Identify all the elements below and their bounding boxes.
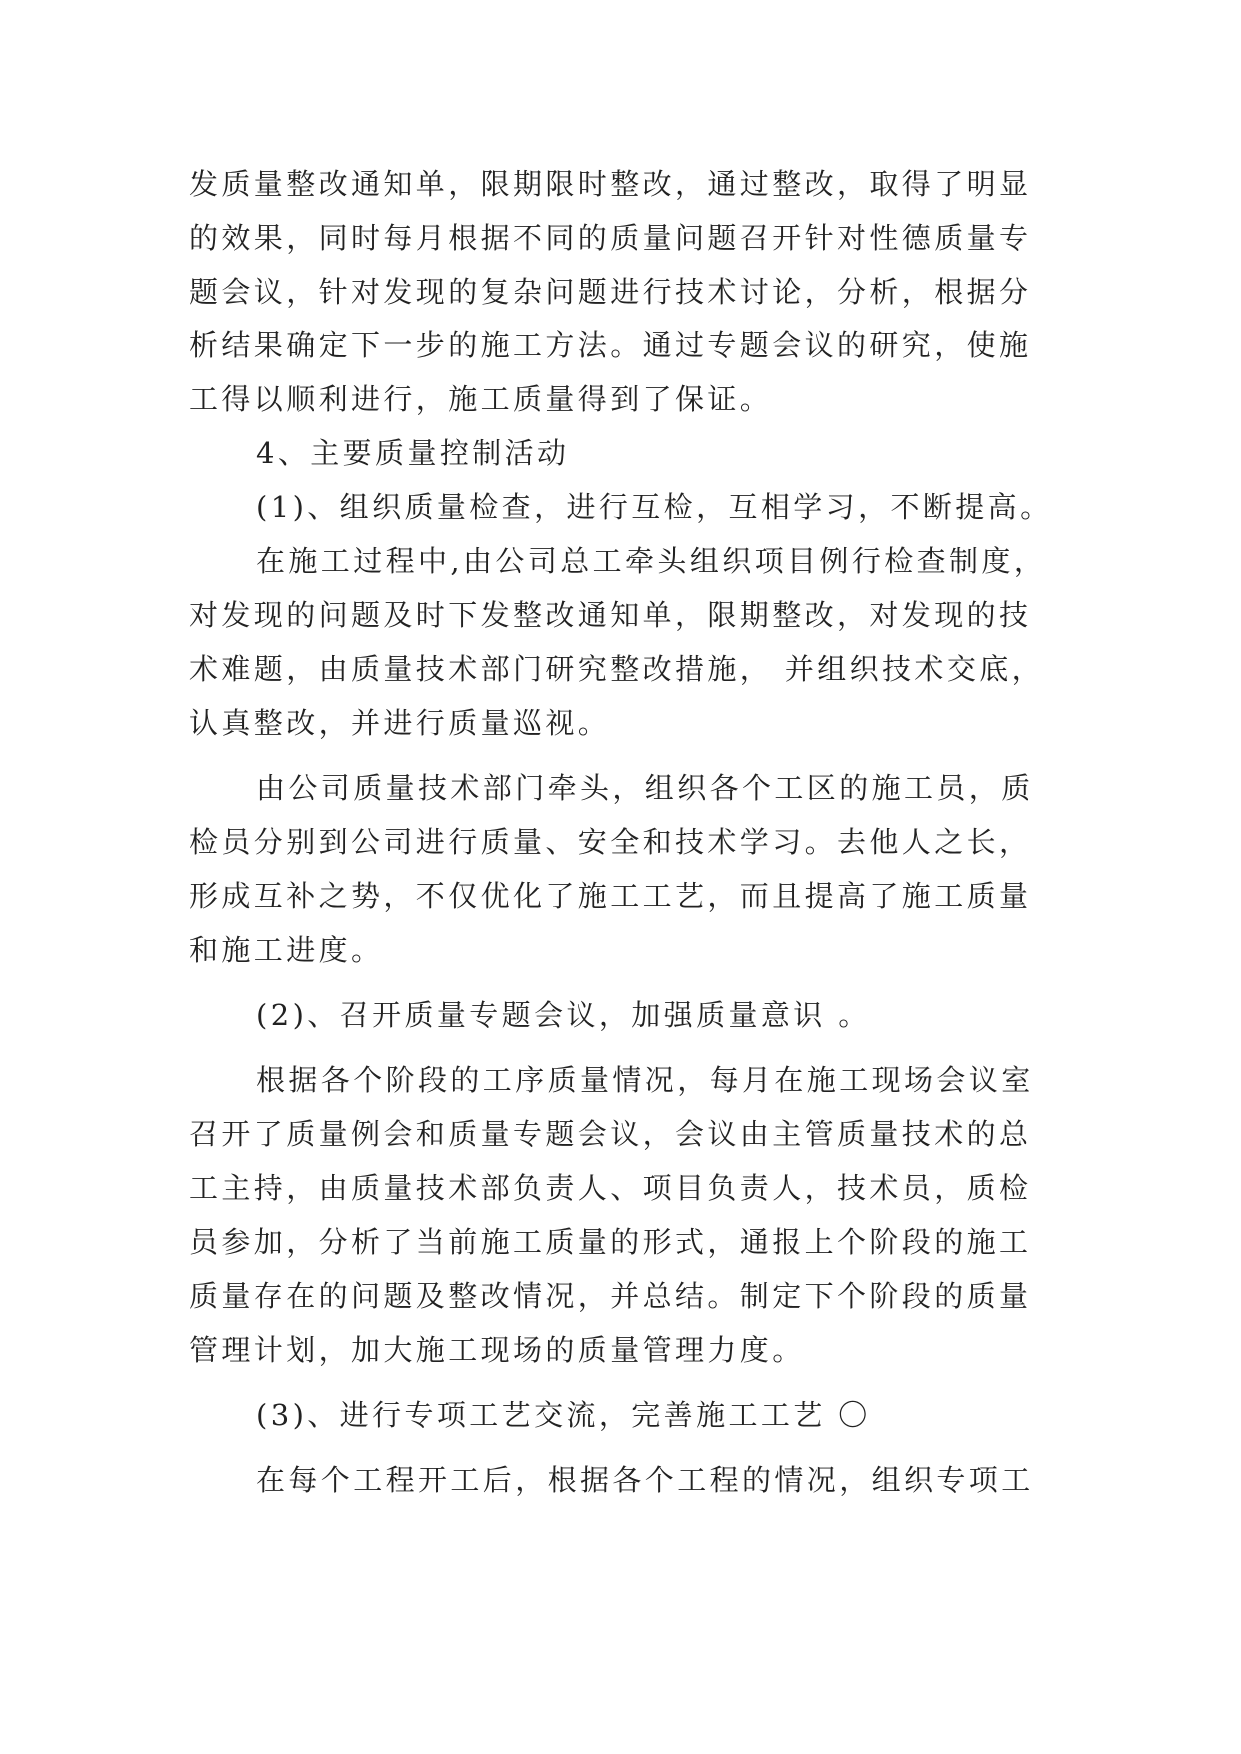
text-line: 员参加，分析了当前施工质量的形式，通报上个阶段的施工 (189, 1225, 1032, 1259)
subsection-heading: (1)、组织质量检查，进行互检，互相学习，不断提高。 (256, 490, 1053, 524)
text-line: 认真整改，并进行质量巡视。 (189, 706, 611, 740)
text-line: 和施工进度。 (189, 933, 384, 967)
section-heading: 4、主要质量控制活动 (256, 436, 570, 470)
text-line: 检员分别到公司进行质量、安全和技术学习。去他人之长， (189, 825, 1032, 859)
subsection-heading: (2)、召开质量专题会议，加强质量意识 。 (256, 998, 871, 1032)
text-line: 的效果，同时每月根据不同的质量问题召开针对性德质量专 (189, 221, 1032, 255)
text-line: 在每个工程开工后，根据各个工程的情况，组织专项工 (256, 1463, 1034, 1497)
text-line: 题会议，针对发现的复杂问题进行技术讨论，分析，根据分 (189, 275, 1032, 309)
text-line: 由公司质量技术部门牵头，组织各个工区的施工员，质 (256, 771, 1034, 805)
text-line: 工得以顺利进行，施工质量得到了保证。 (189, 382, 773, 416)
text-line: 根据各个阶段的工序质量情况，每月在施工现场会议室 (256, 1063, 1034, 1097)
text-line: 召开了质量例会和质量专题会议，会议由主管质量技术的总 (189, 1117, 1032, 1151)
text-line: 对发现的问题及时下发整改通知单，限期整改，对发现的技 (189, 598, 1032, 632)
text-line: 管理计划，加大施工现场的质量管理力度。 (189, 1333, 805, 1367)
text-line: 在施工过程中,由公司总工牵头组织项目例行检查制度， (256, 544, 1047, 578)
text-line: 工主持，由质量技术部负责人、项目负责人，技术员，质检 (189, 1171, 1032, 1205)
text-line: 析结果确定下一步的施工方法。通过专题会议的研究，使施 (189, 328, 1032, 362)
text-line: 发质量整改通知单，限期限时整改，通过整改，取得了明显 (189, 167, 1032, 201)
text-line: 术难题，由质量技术部门研究整改措施， 并组织技术交底， (189, 652, 1045, 686)
subsection-heading: (3)、进行专项工艺交流，完善施工工艺 〇 (256, 1398, 871, 1432)
text-line: 形成互补之势，不仅优化了施工工艺，而且提高了施工质量 (189, 879, 1032, 913)
text-line: 质量存在的问题及整改情况，并总结。制定下个阶段的质量 (189, 1279, 1032, 1313)
